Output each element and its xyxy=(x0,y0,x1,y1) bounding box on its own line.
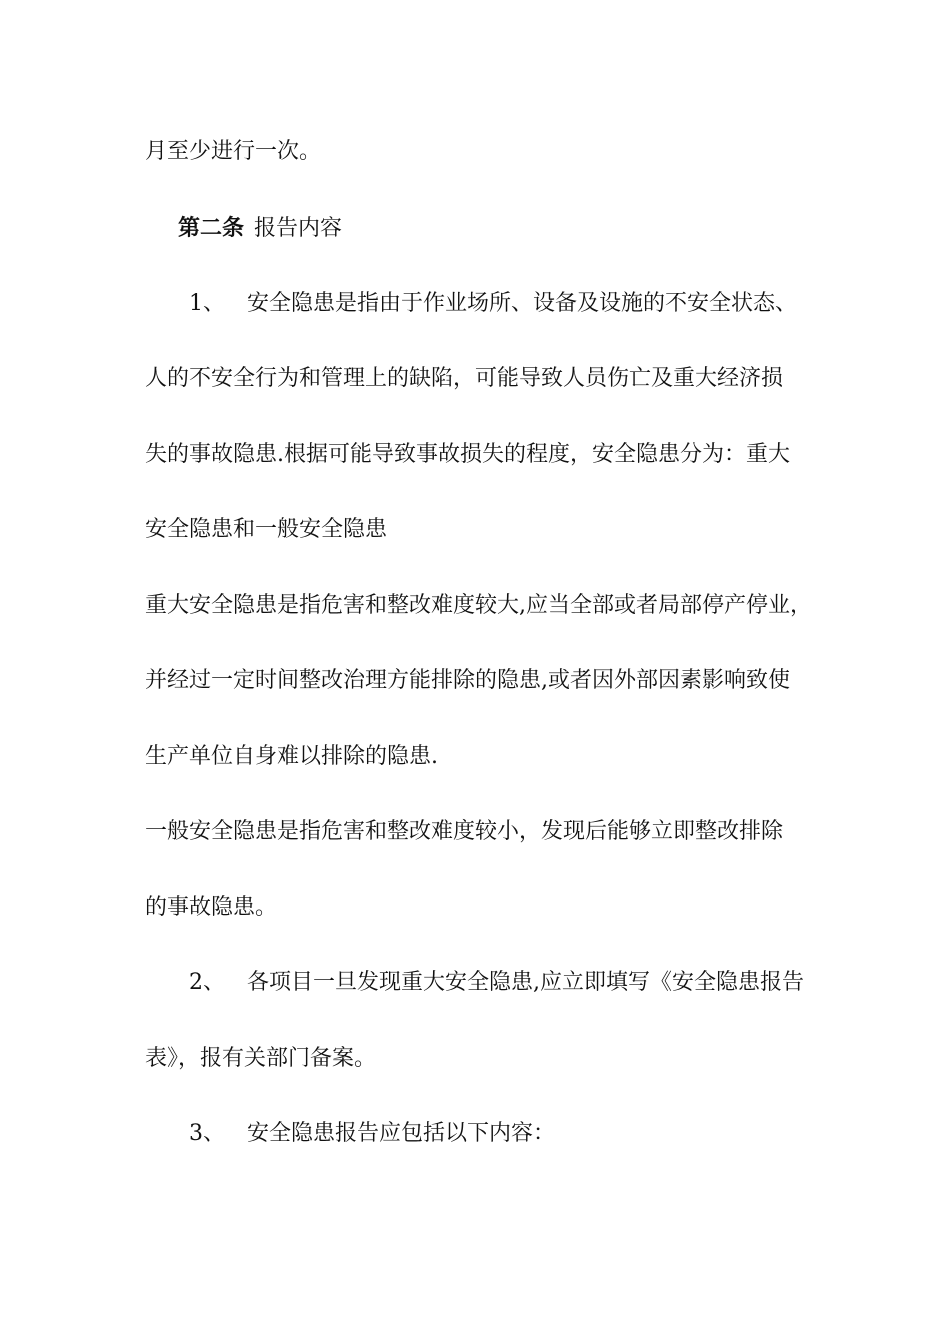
item-1-line: 安全隐患和一般安全隐患 xyxy=(145,517,388,542)
item-1-first-line xyxy=(189,289,869,319)
major-hazard-definition-line: 重大安全隐患是指危害和整改难度较大,应当全部或者局部停产停业， xyxy=(145,593,812,618)
article-2-label: 第二条 xyxy=(178,215,245,241)
item-1-line: 人的不安全行为和管理上的缺陷，可能导致人员伤亡及重大经济损 xyxy=(145,366,784,391)
major-hazard-definition-line: 并经过一定时间整改治理方能排除的隐患,或者因外部因素影响致使 xyxy=(145,668,790,693)
general-hazard-definition-line: 的事故隐患。 xyxy=(145,895,278,920)
item-1-line: 失的事故隐患.根据可能导致事故损失的程度，安全隐患分为：重大 xyxy=(145,442,790,467)
continued-line: 月至少进行一次。 xyxy=(145,139,322,164)
article-2-title: 报告内容 xyxy=(254,216,343,241)
item-3-text: 安全隐患报告应包括以下内容： xyxy=(247,1121,556,1146)
general-hazard-definition-line: 一般安全隐患是指危害和整改难度较小，发现后能够立即整改排除 xyxy=(145,819,784,844)
item-3-line xyxy=(189,1119,869,1149)
major-hazard-definition-line: 生产单位自身难以排除的隐患. xyxy=(145,744,438,769)
item-2-text: 各项目一旦发现重大安全隐患,应立即填写《安全隐患报告 xyxy=(247,970,804,995)
item-1-text: 安全隐患是指由于作业场所、设备及设施的不安全状态、 xyxy=(247,291,798,316)
item-3-number: 3、 xyxy=(189,1121,225,1146)
item-1-number: 1、 xyxy=(189,291,225,316)
item-2-line: 表》，报有关部门备案。 xyxy=(145,1046,377,1071)
article-2-heading xyxy=(178,213,858,244)
item-2-first-line xyxy=(189,968,869,998)
item-2-number: 2、 xyxy=(189,970,225,995)
